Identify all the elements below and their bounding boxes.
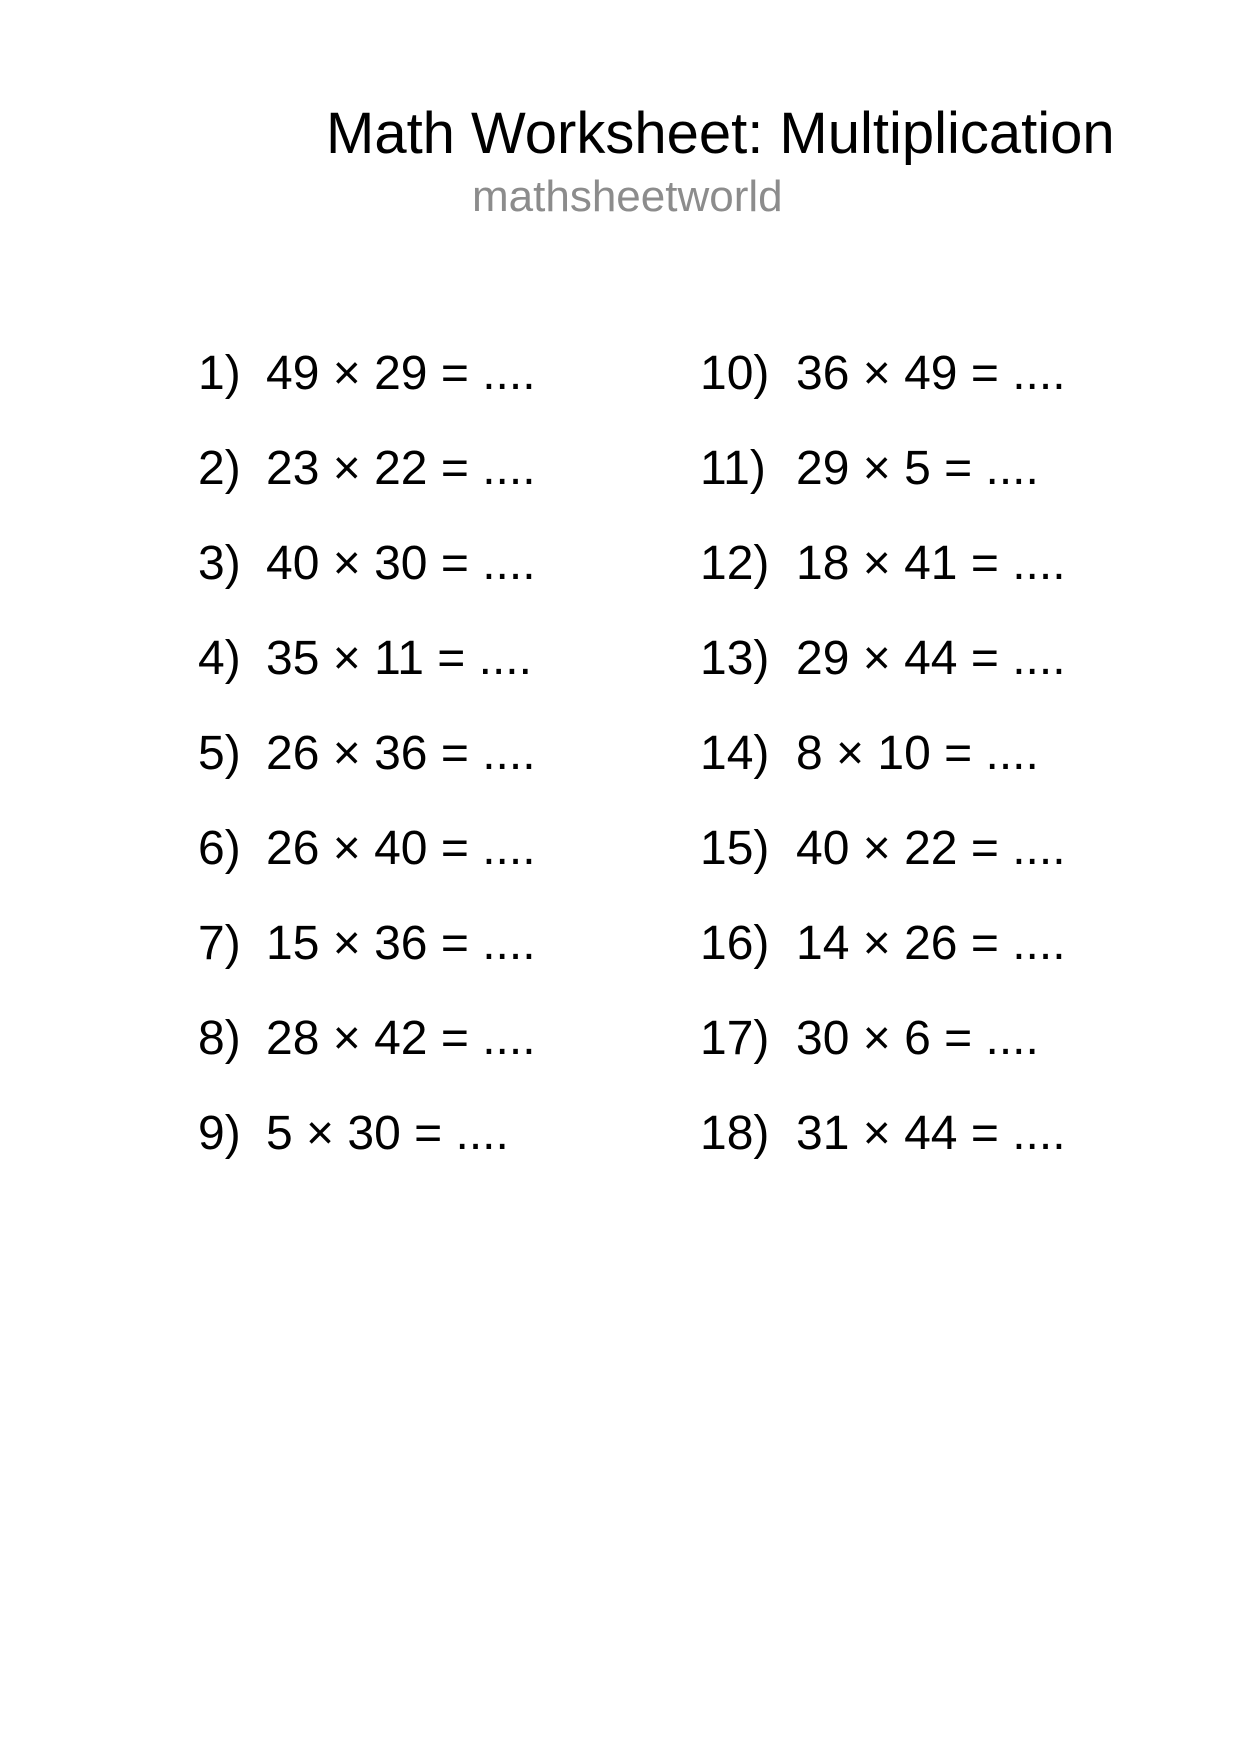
problem-number: 11) — [700, 442, 766, 495]
problem-expression: 40 × 30 = .... — [266, 537, 536, 590]
problem-number: 12) — [700, 537, 770, 590]
problem-expression: 15 × 36 = .... — [266, 917, 536, 970]
problem-row — [198, 706, 536, 801]
problems-column-right — [700, 326, 1066, 1181]
problem-expression: 30 × 6 = .... — [796, 1012, 1039, 1065]
problem-row — [700, 801, 1066, 896]
problem-number: 14) — [700, 727, 770, 780]
problem-number: 1) — [198, 347, 241, 400]
problem-expression: 35 × 11 = .... — [266, 632, 532, 685]
problem-row — [198, 896, 536, 991]
problem-number: 2) — [198, 442, 241, 495]
problem-row — [700, 326, 1066, 421]
problem-expression: 49 × 29 = .... — [266, 347, 536, 400]
problem-row — [198, 516, 536, 611]
problem-expression: 18 × 41 = .... — [796, 537, 1066, 590]
problem-number: 3) — [198, 537, 241, 590]
problem-expression: 40 × 22 = .... — [796, 822, 1066, 875]
problem-expression: 26 × 36 = .... — [266, 727, 536, 780]
problem-row — [198, 1086, 536, 1181]
problem-number: 16) — [700, 917, 770, 970]
problem-expression: 5 × 30 = .... — [266, 1107, 509, 1160]
problem-row — [700, 1086, 1066, 1181]
problem-expression: 23 × 22 = .... — [266, 442, 536, 495]
problem-number: 8) — [198, 1012, 241, 1065]
problem-number: 10) — [700, 347, 770, 400]
problem-expression: 14 × 26 = .... — [796, 917, 1066, 970]
problem-number: 18) — [700, 1107, 770, 1160]
problem-expression: 8 × 10 = .... — [796, 727, 1039, 780]
problem-row — [198, 611, 536, 706]
problem-number: 4) — [198, 632, 241, 685]
problem-row — [700, 611, 1066, 706]
problem-number: 15) — [700, 822, 770, 875]
problem-number: 17) — [700, 1012, 770, 1065]
problem-expression: 29 × 5 = .... — [796, 442, 1039, 495]
problem-number: 7) — [198, 917, 241, 970]
problem-row — [198, 421, 536, 516]
problem-row — [198, 801, 536, 896]
problem-row — [700, 706, 1066, 801]
problem-expression: 29 × 44 = .... — [796, 632, 1066, 685]
problem-row — [700, 421, 1066, 516]
problem-expression: 26 × 40 = .... — [266, 822, 536, 875]
problem-row — [198, 991, 536, 1086]
page-subtitle: mathsheetworld — [472, 172, 783, 221]
page-title: Math Worksheet: Multiplication — [326, 101, 1115, 166]
problem-row — [700, 516, 1066, 611]
problem-expression: 28 × 42 = .... — [266, 1012, 536, 1065]
problem-number: 6) — [198, 822, 241, 875]
problem-expression: 36 × 49 = .... — [796, 347, 1066, 400]
problem-number: 9) — [198, 1107, 241, 1160]
problem-row — [700, 896, 1066, 991]
problem-row — [198, 326, 536, 421]
problem-expression: 31 × 44 = .... — [796, 1107, 1066, 1160]
problem-number: 5) — [198, 727, 241, 780]
problems-column-left — [198, 326, 536, 1181]
problem-row — [700, 991, 1066, 1086]
problem-number: 13) — [700, 632, 770, 685]
